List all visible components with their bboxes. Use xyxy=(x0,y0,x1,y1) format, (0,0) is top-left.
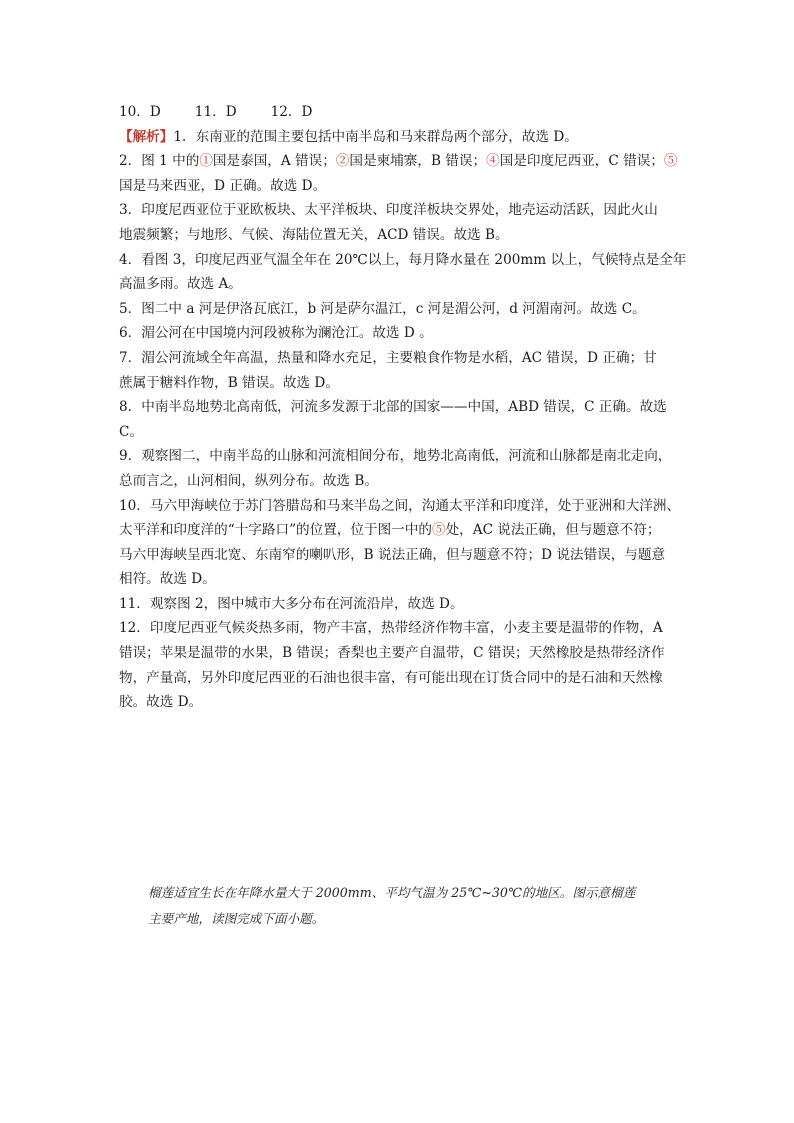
circled-number: ⑤ xyxy=(431,522,446,539)
answer-12: 12．D xyxy=(270,104,313,120)
analysis-line-24: 胶。故选 D。 xyxy=(119,694,203,711)
circled-number: ② xyxy=(335,153,350,170)
analysis-line-2: 2．图 1 中的①国是泰国，A 错误；②国是柬埔寨，B 错误；④国是印度尼西亚，C 错误；⑤ xyxy=(119,153,678,170)
analysis-tag: 【解析】 xyxy=(119,128,174,145)
analysis-line-20: 11．观察图 2，图中城市大多分布在河流沿岸，故选 D。 xyxy=(119,595,464,612)
analysis-line-12: 8．中南半岛地势北高南低，河流多发源于北部的国家——中国，ABD 错误，C 正确。故选 xyxy=(119,399,667,416)
answer-key-row xyxy=(119,100,679,125)
analysis-line-16: 10．马六甲海峡位于苏门答腊岛和马来半岛之间，沟通太平洋和印度洋，处于亚洲和大洋洲、 xyxy=(119,497,681,514)
analysis-line-9: 6．湄公河在中国境内河段被称为澜沧江。故选 D 。 xyxy=(119,325,433,342)
analysis-line-6: 4．看图 3，印度尼西亚气温全年在 20℃以上，每月降水量在 200mm 以上，气候特点是全年 xyxy=(119,251,687,268)
analysis-line-19: 相符。故选 D。 xyxy=(119,571,216,588)
analysis-line-15: 总而言之，山河相间，纵列分布。故选 B。 xyxy=(119,472,378,489)
analysis-line-17: 太平洋和印度洋的“十字路口”的位置，位于图一中的⑤处，AC 说法正确，但与题意不符； xyxy=(119,522,661,539)
analysis-line-1: 【解析】1．东南亚的范围主要包括中南半岛和马来群岛两个部分，故选 D。 xyxy=(119,128,578,145)
analysis-line-23: 物，产量高，另外印度尼西亚的石油也很丰富，有可能出现在订货合同中的是石油和天然橡 xyxy=(119,669,663,686)
next-question-intro xyxy=(148,880,688,932)
analysis-line-7: 高温多雨。故选 A。 xyxy=(119,276,242,293)
analysis-line-3: 国是马来西亚，D 正确。故选 D。 xyxy=(119,177,327,194)
analysis-line-18: 马六甲海峡呈西北宽、东南窄的喇叭形，B 说法正确，但与题意不符；D 说法错误，与题意 xyxy=(119,546,666,563)
answer-analysis-section xyxy=(119,100,687,715)
answer-10: 10．D xyxy=(119,104,161,120)
analysis-line-14: 9．观察图二，中南半岛的山脉和河流相间分布，地势北高南低，河流和山脉都是南北走向， xyxy=(119,448,672,465)
analysis-line-21: 12．印度尼西亚气候炎热多雨，物产丰富，热带经济作物丰富，小麦主要是温带的作物，A xyxy=(119,620,663,637)
analysis-line-10: 7．湄公河流域全年高温，热量和降水充足，主要粮食作物是水稻，AC 错误，D 正确；甘 xyxy=(119,349,657,366)
intro-line-2: 主要产地，读图完成下面小题。 xyxy=(148,911,325,926)
analysis-line-8: 5．图二中 a 河是伊洛瓦底江，b 河是萨尔温江，c 河是湄公河，d 河湄南河。故选 C。 xyxy=(119,300,646,317)
analysis-line-22: 错误；苹果是温带的水果，B 错误；香梨也主要产自温带，C 错误；天然橡胶是热带经济作 xyxy=(119,645,665,662)
intro-line-1: 榴莲适宜生长在年降水量大于 2000mm、平均气温为 25℃~30℃的地区。图示意榴莲 xyxy=(148,885,636,900)
circled-number: ⑤ xyxy=(663,153,678,170)
analysis-line-4: 3．印度尼西亚位于亚欧板块、太平洋板块、印度洋板块交界处，地壳运动活跃，因此火山 xyxy=(119,202,658,219)
analysis-line-11: 蔗属于糖料作物，B 错误。故选 D。 xyxy=(119,374,339,391)
analysis-line-13: C。 xyxy=(119,423,143,440)
answer-11: 11．D xyxy=(194,104,237,120)
analysis-line-5: 地震频繁；与地形、气候、海陆位置无关，ACD 错误。故选 B。 xyxy=(119,226,509,243)
circled-number: ④ xyxy=(486,153,500,170)
circled-number: ① xyxy=(199,153,213,170)
